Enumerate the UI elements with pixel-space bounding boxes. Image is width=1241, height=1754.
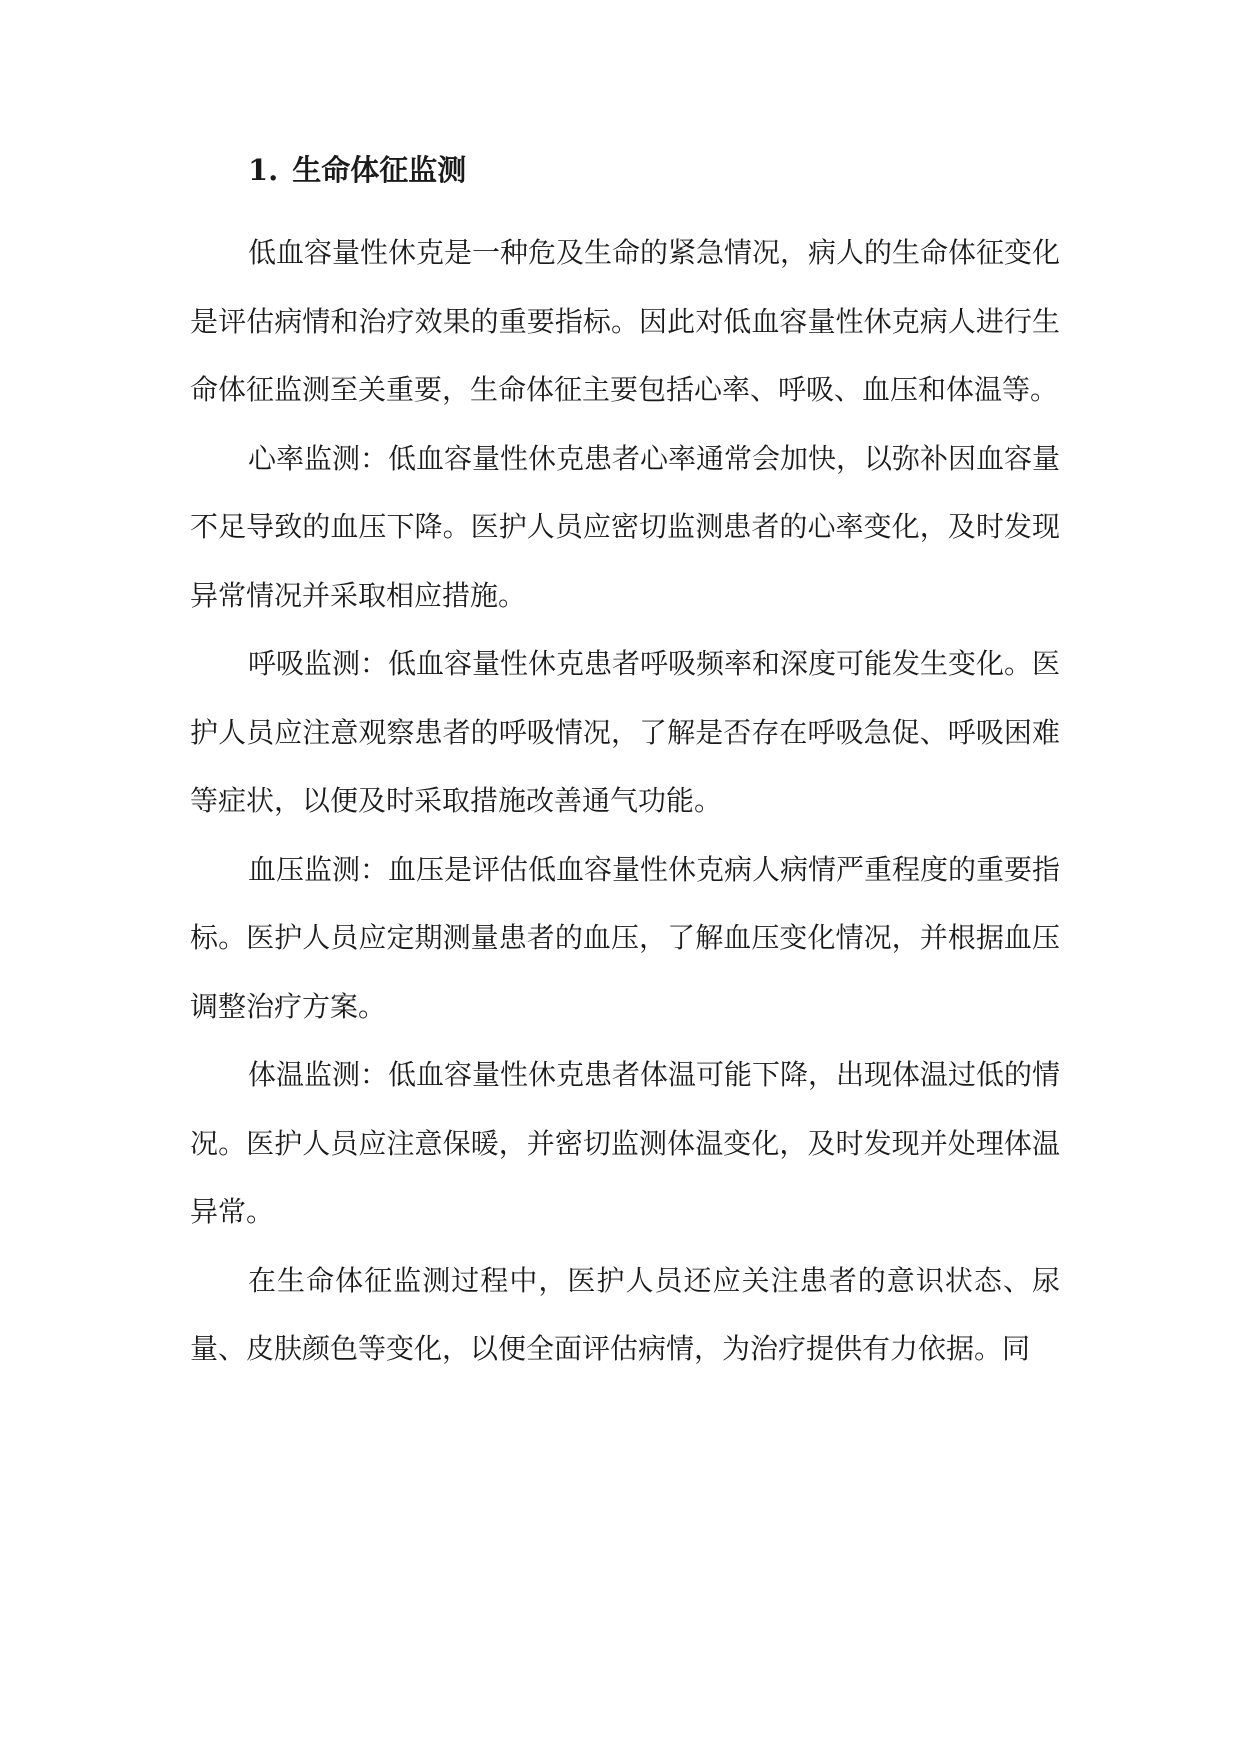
heart-rate-paragraph: 心率监测：低血容量性休克患者心率通常会加快，以弥补因血容量不足导致的血压下降。医护人员应密切监测患者的心率变化，及时发现异常情况并采取相应措施。 xyxy=(190,441,1061,612)
closing-paragraph: 在生命体征监测过程中，医护人员还应关注患者的意识状态、尿量、皮肤颜色等变化，以便全面评估病情，为治疗提供有力依据。同 xyxy=(190,1263,1060,1365)
temperature-paragraph: 体温监测：低血容量性休克患者体温可能下降，出现体温过低的情况。医护人员应注意保暖，并密切监测体温变化，及时发现并处理体温异常。 xyxy=(190,1058,1061,1228)
respiration-paragraph: 呼吸监测：低血容量性休克患者呼吸频率和深度可能发生变化。医护人员应注意观察患者的呼吸情况，了解是否存在呼吸急促、呼吸困难等症状，以便及时采取措施改善通气功能。 xyxy=(190,647,1061,817)
section-title: 生命体征监测 xyxy=(292,153,467,187)
document-body xyxy=(190,219,1060,1384)
blood-pressure-paragraph: 血压监测：血压是评估低血容量性休克病人病情严重程度的重要指标。医护人员应定期测量患者的血压，了解血压变化情况，并根据血压调整治疗方案。 xyxy=(190,852,1061,1023)
section-number: 1. xyxy=(248,153,279,187)
section-heading xyxy=(248,148,466,192)
intro-paragraph: 低血容量性休克是一种危及生命的紧急情况，病人的生命体征变化是评估病情和治疗效果的重要指标。因此对低血容量性休克病人进行生命体征监测至关重要，生命体征主要包括心率、呼吸、血压和体温等。 xyxy=(190,236,1061,406)
